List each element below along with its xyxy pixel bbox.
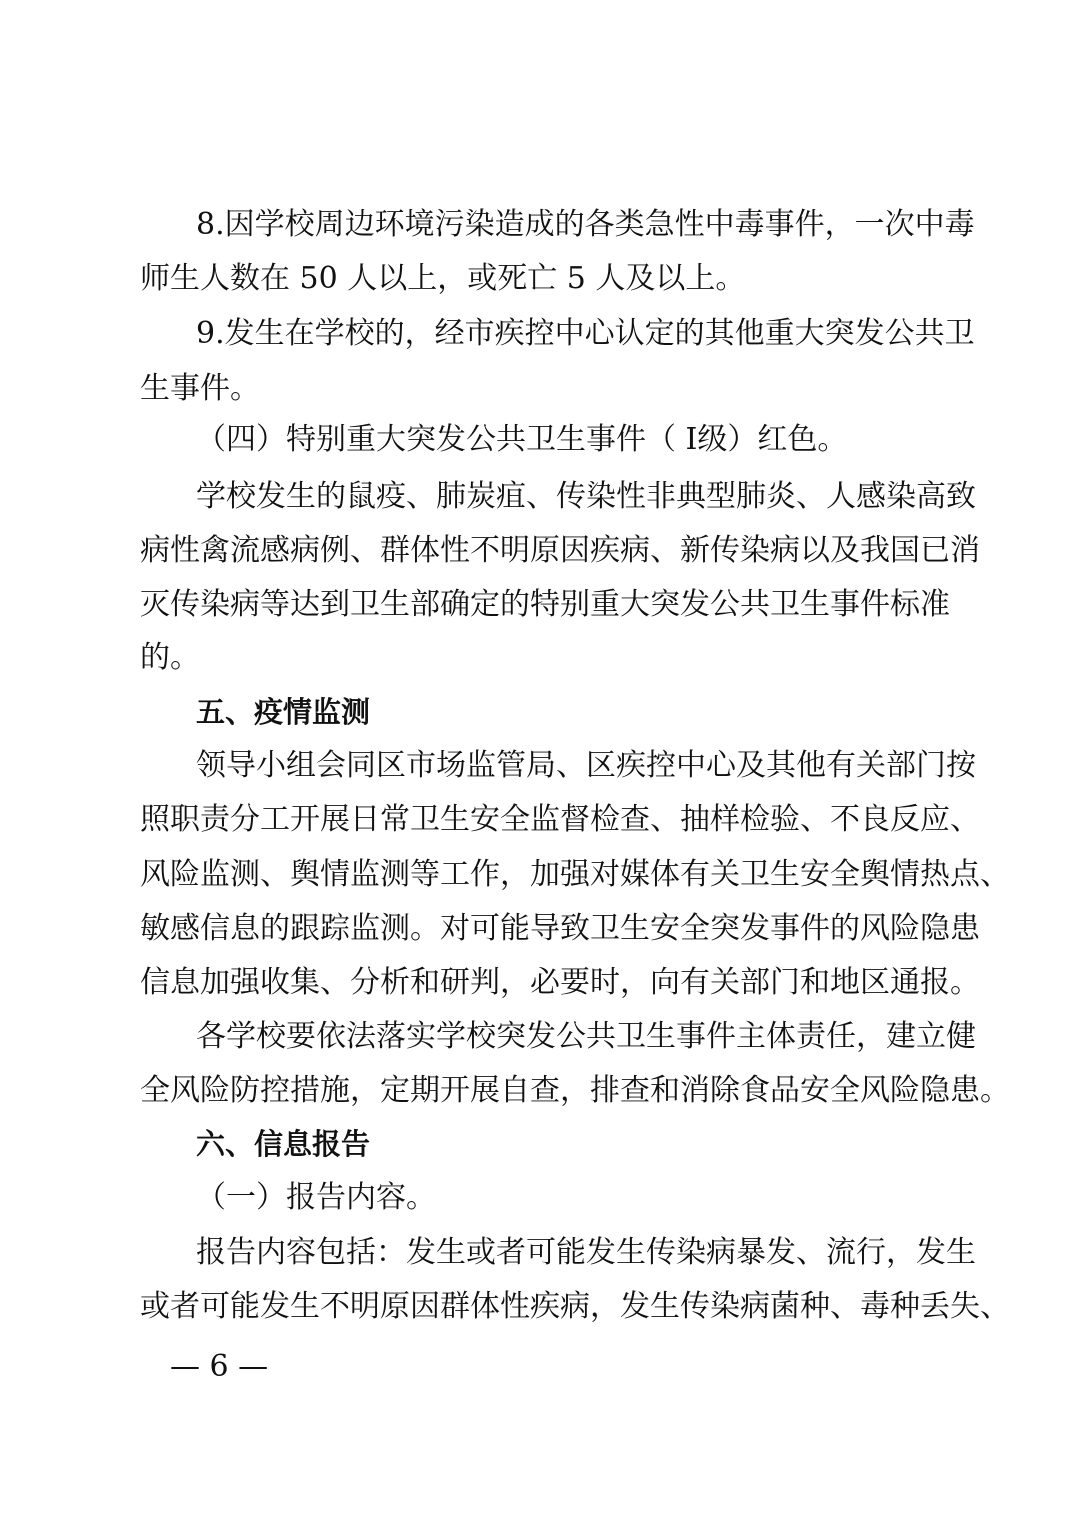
text-line: 照职责分工开展日常卫生安全监督检查、抽样检验、不良反应、 xyxy=(140,802,980,837)
text-line: 信息加强收集、分析和研判，必要时，向有关部门和地区通报。 xyxy=(140,965,980,1000)
section-heading: 五、疫情监测 xyxy=(196,695,371,729)
text-line: 学校发生的鼠疫、肺炭疽、传染性非典型肺炎、人感染高致 xyxy=(196,479,976,514)
text-line: 各学校要依法落实学校突发公共卫生事件主体责任，建立健 xyxy=(196,1019,976,1054)
section-heading: 六、信息报告 xyxy=(196,1127,371,1161)
text-line: 的。 xyxy=(140,640,200,675)
text-line: 生事件。 xyxy=(140,371,260,406)
text-line: 全风险防控措施，定期开展自查，排查和消除食品安全风险隐患。 xyxy=(140,1073,1010,1108)
page-number: — 6 — xyxy=(170,1349,269,1384)
section-subheading: （一）报告内容。 xyxy=(196,1180,436,1215)
section-subheading: （四）特别重大突发公共卫生事件（ Ⅰ级）红色。 xyxy=(196,422,848,457)
text-line: 或者可能发生不明原因群体性疾病，发生传染病菌种、毒种丢失、 xyxy=(140,1289,1010,1324)
text-line: 灭传染病等达到卫生部确定的特别重大突发公共卫生事件标准 xyxy=(140,587,950,622)
text-line: 领导小组会同区市场监管局、区疾控中心及其他有关部门按 xyxy=(196,748,976,783)
text-line: 报告内容包括：发生或者可能发生传染病暴发、流行，发生 xyxy=(196,1235,976,1270)
text-line: 8.因学校周边环境污染造成的各类急性中毒事件，一次中毒 xyxy=(196,207,975,242)
text-line: 病性禽流感病例、群体性不明原因疾病、新传染病以及我国已消 xyxy=(140,533,980,568)
text-line: 师生人数在 50 人以上，或死亡 5 人及以上。 xyxy=(140,261,746,296)
text-line: 敏感信息的跟踪监测。对可能导致卫生安全突发事件的风险隐患 xyxy=(140,911,980,946)
text-line: 9.发生在学校的，经市疾控中心认定的其他重大突发公共卫 xyxy=(196,316,975,351)
text-line: 风险监测、舆情监测等工作，加强对媒体有关卫生安全舆情热点、 xyxy=(140,857,1010,892)
